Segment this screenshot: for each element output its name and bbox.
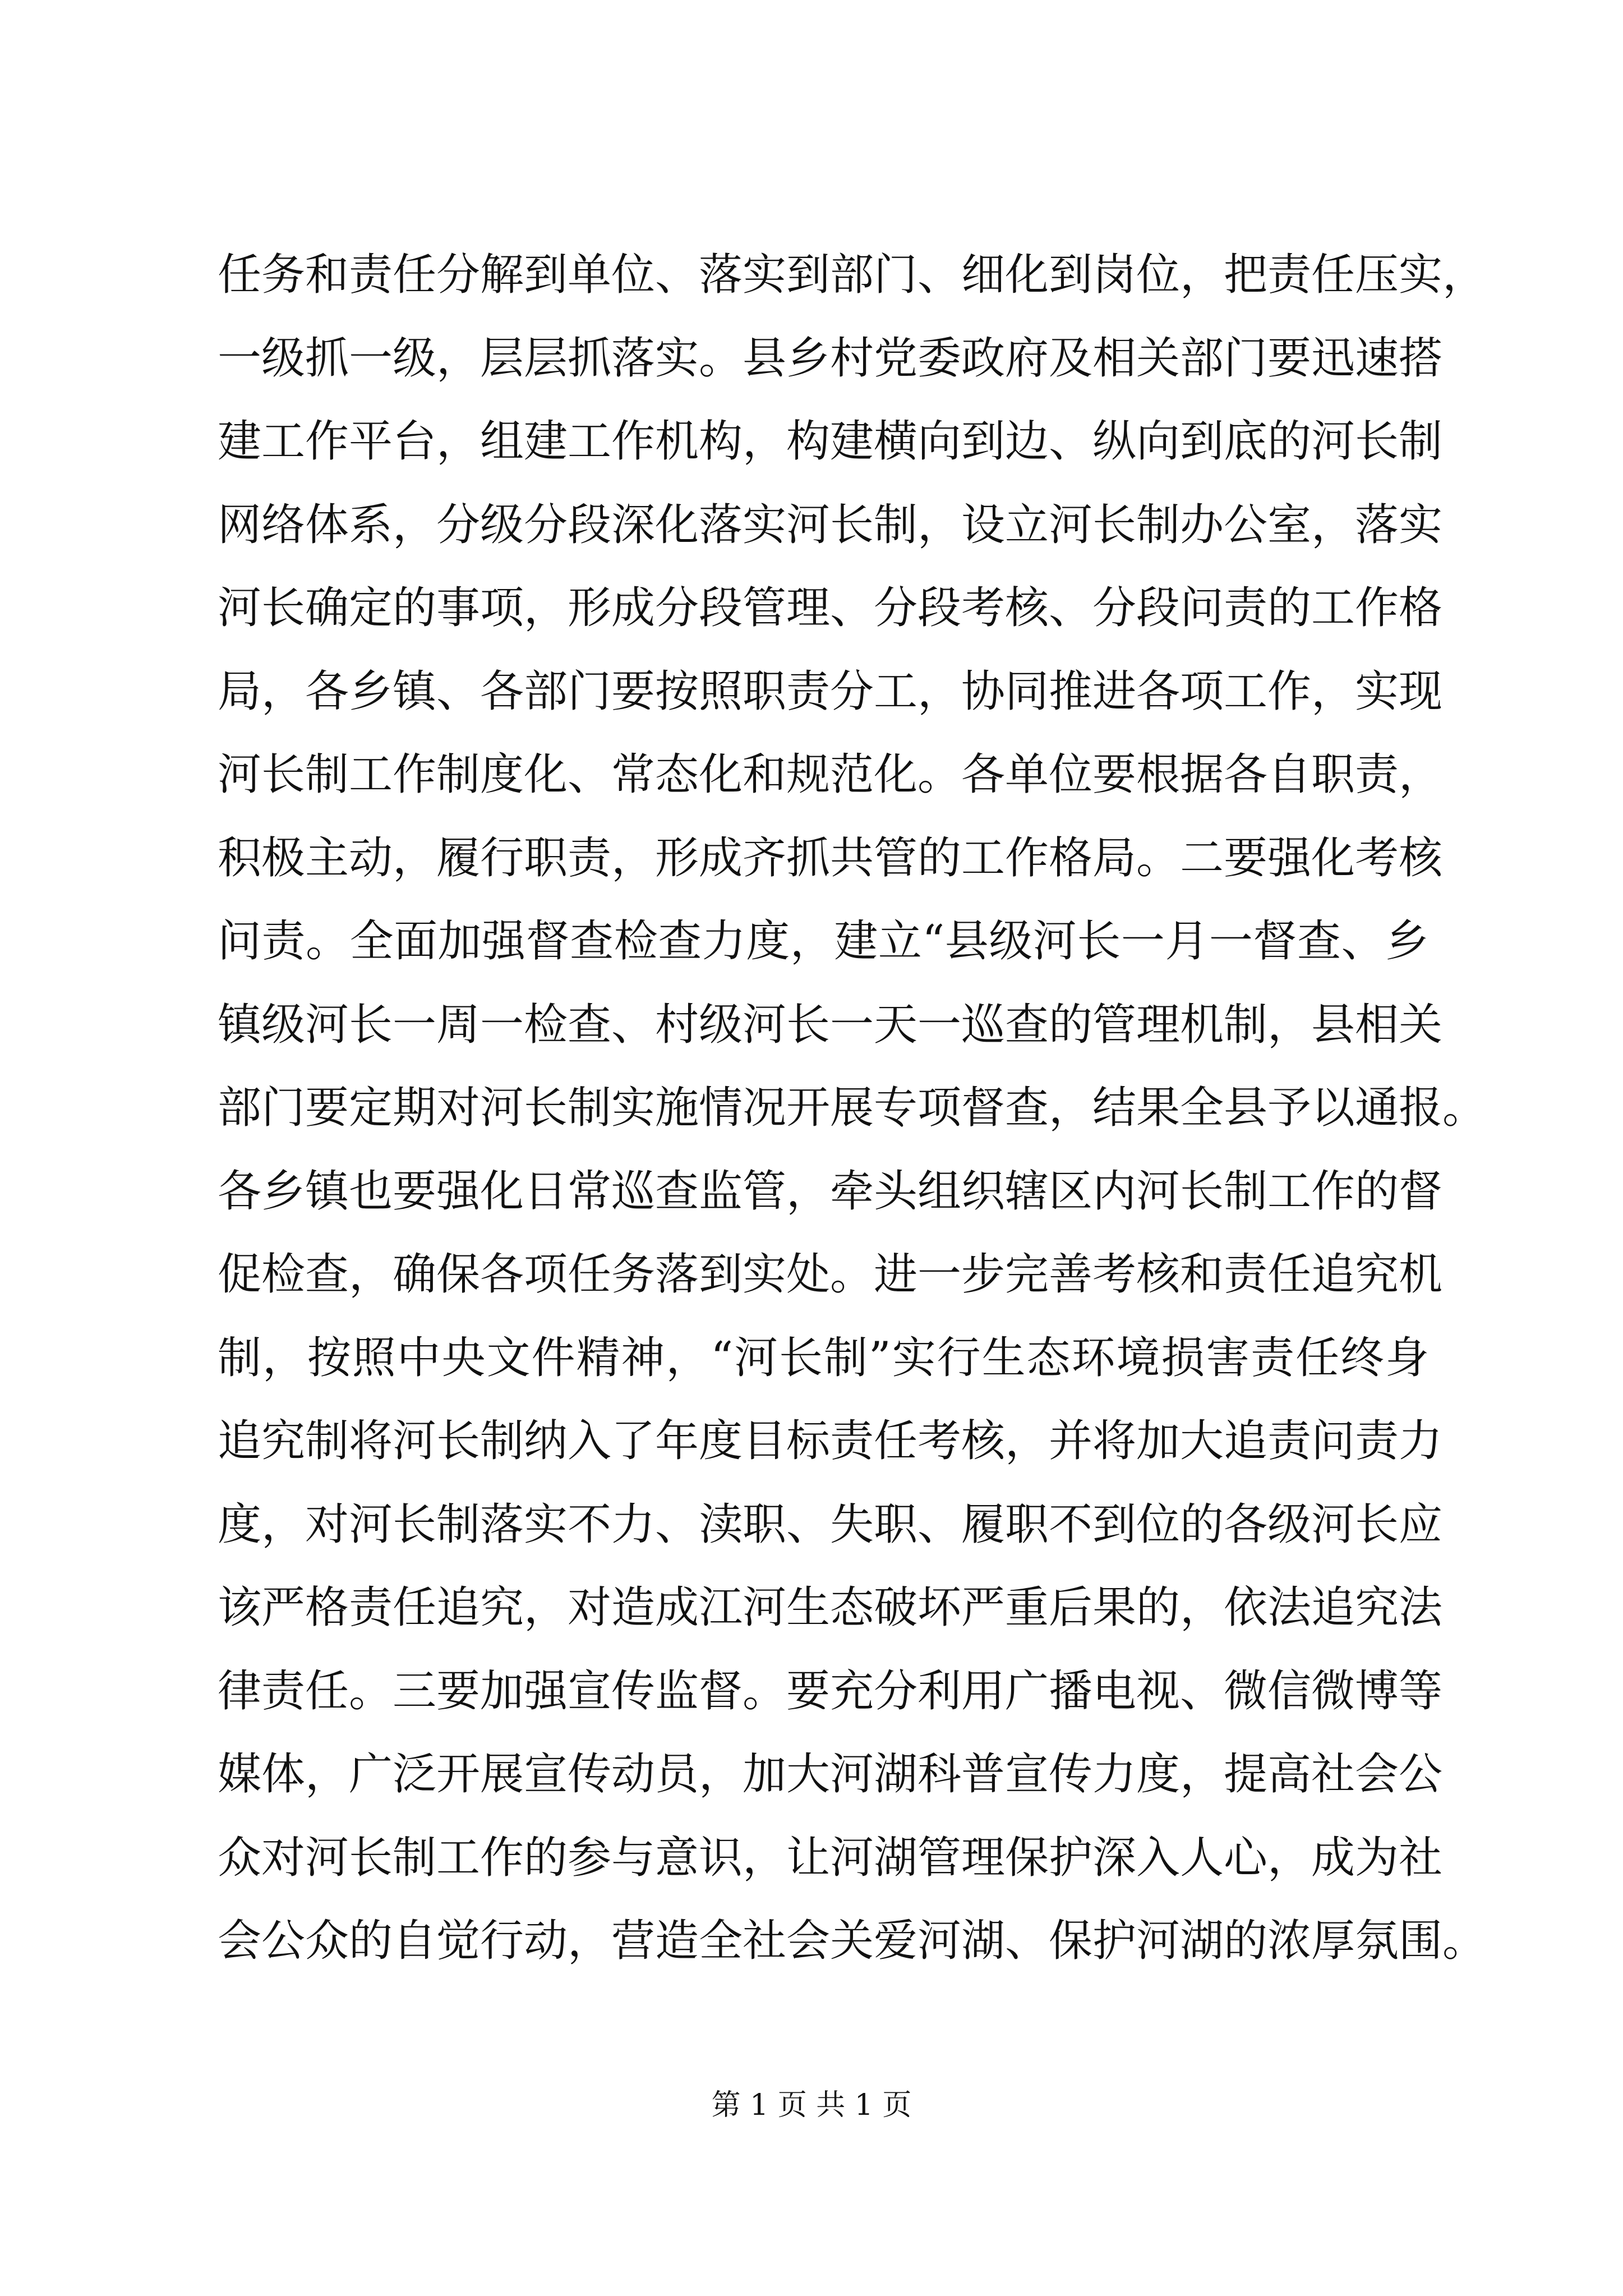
text-line: 任务和责任分解到单位、落实到部门、细化到岗位，把责任压实， bbox=[218, 250, 1487, 300]
text-line: 建工作平台，组建工作机构，构建横向到边、纵向到底的河长制 bbox=[218, 416, 1443, 467]
text-line: 各乡镇也要强化日常巡查监管，牵头组织辖区内河长制工作的督 bbox=[218, 1166, 1443, 1217]
text-line: 河长确定的事项，形成分段管理、分段考核、分段问责的工作格 bbox=[218, 583, 1443, 633]
text-line: 积极主动，履行职责，形成齐抓共管的工作格局。二要强化考核 bbox=[218, 832, 1443, 884]
text-line: 媒体，广泛开展宣传动员，加大河湖科普宣传力度，提高社会公 bbox=[218, 1749, 1443, 1800]
text-line: 追究制将河长制纳入了年度目标责任考核，并将加大追责问责力 bbox=[218, 1416, 1443, 1466]
text-line: 一级抓一级，层层抓落实。县乡村党委政府及相关部门要迅速搭 bbox=[218, 333, 1443, 384]
page-footer: 第 1 页 共 1 页 bbox=[711, 2088, 912, 2122]
text-line: 镇级河长一周一检查、村级河长一天一巡查的管理机制，县相关 bbox=[218, 999, 1443, 1050]
text-line: 度，对河长制落实不力、渎职、失职、履职不到位的各级河长应 bbox=[218, 1499, 1443, 1550]
text-line: 会公众的自觉行动，营造全社会关爱河湖、保护河湖的浓厚氛围。 bbox=[218, 1916, 1487, 1966]
text-line: 制，按照中央文件精神，“河长制”实行生态环境损害责任终身 bbox=[218, 1332, 1429, 1383]
text-line: 众对河长制工作的参与意识，让河湖管理保护深入人心，成为社 bbox=[218, 1832, 1443, 1883]
text-line: 问责。全面加强督查检查力度，建立“县级河长一月一督查、乡 bbox=[218, 916, 1429, 967]
body-text bbox=[218, 233, 1487, 1983]
text-line: 该严格责任追究，对造成江河生态破坏严重后果的，依法追究法 bbox=[218, 1582, 1443, 1633]
text-line: 网络体系，分级分段深化落实河长制，设立河长制办公室，落实 bbox=[218, 499, 1443, 550]
text-line: 局，各乡镇、各部门要按照职责分工，协同推进各项工作，实现 bbox=[218, 666, 1443, 717]
text-line: 律责任。三要加强宣传监督。要充分利用广播电视、微信微博等 bbox=[218, 1665, 1443, 1717]
text-line: 河长制工作制度化、常态化和规范化。各单位要根据各自职责， bbox=[218, 749, 1443, 800]
text-line: 部门要定期对河长制实施情况开展专项督查，结果全县予以通报。 bbox=[218, 1083, 1487, 1133]
text-line: 促检查，确保各项任务落到实处。进一步完善考核和责任追究机 bbox=[218, 1249, 1443, 1300]
